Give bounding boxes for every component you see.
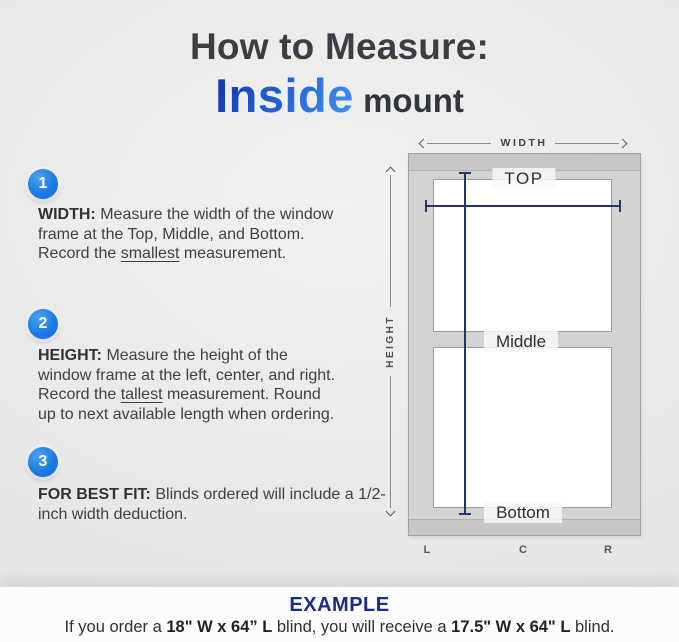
step-1-number-badge [28, 169, 58, 199]
title-accent-inside: Inside [215, 69, 354, 122]
arrow-line [555, 143, 619, 144]
arrow-up-icon [386, 167, 396, 177]
example-heading: EXAMPLE [289, 594, 390, 616]
step-2-number-badge [28, 309, 58, 339]
title-line1: How to Measure: [189, 26, 490, 67]
step-2-number: 2 [38, 315, 48, 332]
example-prefix: If you order a [64, 618, 167, 636]
step-1-label: WIDTH: [38, 206, 96, 223]
step-1-body: Measure the width of the window frame at the Top, Middle, and Bottom. Record the [38, 206, 334, 262]
arrow-line [390, 376, 391, 508]
step-3-body: Blinds ordered will include a 1/2-inch width deduction. [38, 486, 386, 523]
step-1-underlined-word: smallest [120, 245, 180, 262]
step-2-body-end: measurement. Round up to next available length when ordering. [38, 386, 335, 423]
width-measure-line [425, 205, 621, 207]
marker-center: C [519, 544, 527, 556]
height-dimension-arrow [383, 168, 398, 515]
example-footer [0, 587, 679, 642]
arrow-right-icon [618, 138, 628, 148]
example-order-size: 18" W x 64” L [166, 618, 273, 636]
step-2-text [38, 346, 340, 424]
arrow-left-icon [419, 138, 429, 148]
step-1-body-end: measurement. [179, 245, 287, 262]
width-dimension-label: WIDTH [500, 137, 548, 149]
step-2-body: Measure the height of the window frame at the left, center, and right. Record the [38, 347, 336, 403]
width-dimension-arrow [420, 136, 626, 150]
step-3-label: FOR BEST FIT: [38, 486, 151, 503]
step-3-text [38, 485, 386, 524]
example-suffix: blind. [570, 618, 615, 636]
step-2-underlined-word: tallest [120, 386, 163, 403]
marker-left: L [423, 544, 431, 556]
step-1-text [38, 205, 340, 264]
arrow-down-icon [386, 507, 396, 517]
example-sentence [0, 618, 679, 637]
window-lower-sash [433, 347, 612, 508]
title-mount-text: mount [353, 82, 464, 119]
step-3-number: 3 [38, 453, 48, 470]
example-receive-size: 17.5" W x 64" L [451, 618, 571, 636]
height-dimension-label: HEIGHT [385, 315, 396, 368]
arrow-line [427, 143, 491, 144]
page-title [0, 26, 679, 123]
window-middle-label: Middle [484, 331, 558, 352]
arrow-line [390, 175, 391, 307]
window-top-label: TOP [492, 168, 555, 189]
example-middle: blind, you will receive a [272, 618, 452, 636]
window-bottom-label: Bottom [484, 502, 562, 523]
step-1-number: 1 [38, 175, 48, 192]
title-line2 [0, 68, 679, 123]
marker-right: R [604, 544, 612, 556]
height-measure-line [464, 172, 466, 515]
step-3-number-badge [28, 447, 58, 477]
window-upper-sash [433, 179, 612, 332]
step-2-label: HEIGHT: [38, 347, 102, 364]
